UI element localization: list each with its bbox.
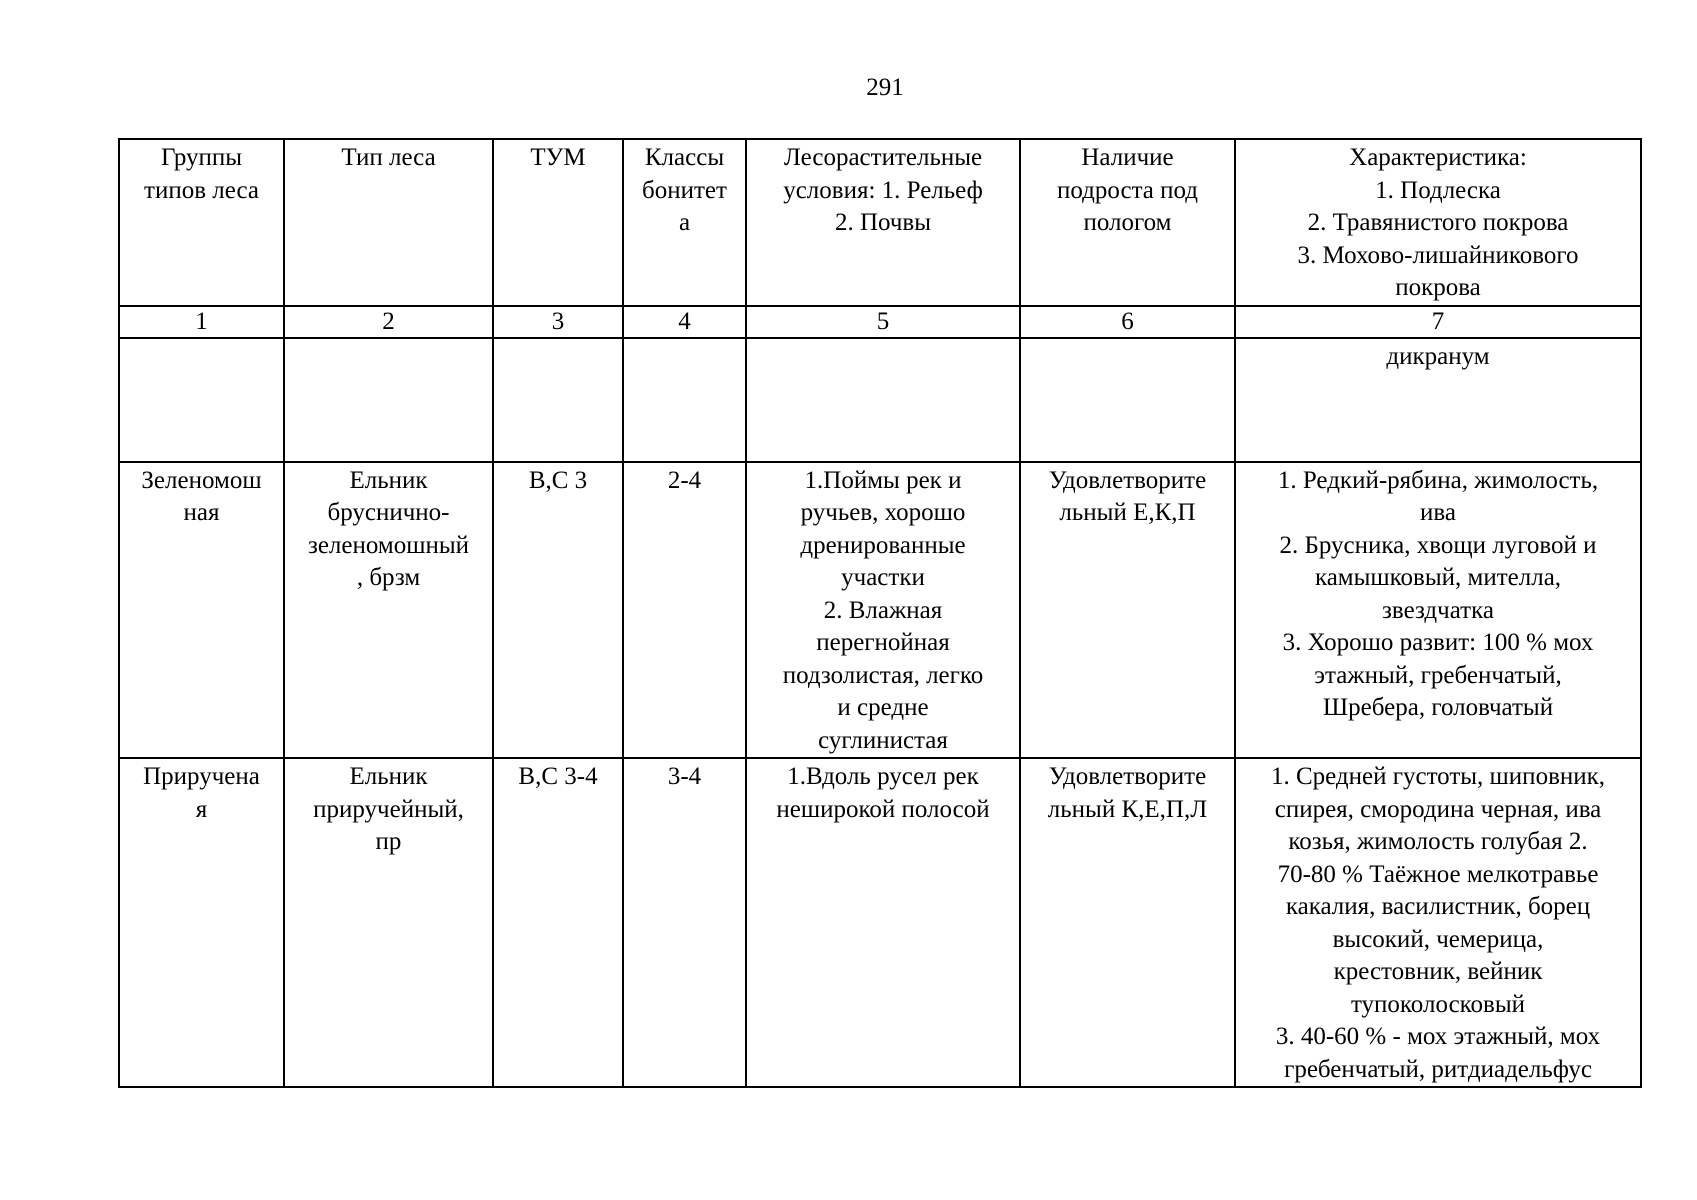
cell-text-line: какалия, василистник, борец: [1285, 893, 1591, 920]
cell-text-line: льный Е,К,П: [1059, 499, 1196, 526]
forest-type-cell: [284, 758, 493, 1087]
page-number: 291: [866, 74, 904, 101]
undergrowth-cell: [1020, 462, 1235, 759]
cell-text-line: пологом: [1083, 209, 1172, 236]
tum-cell: [493, 462, 623, 759]
cell-text-line: Ельник: [349, 763, 428, 790]
cell-text-line: льный К,Е,П,Л: [1047, 795, 1208, 823]
cell-text-line: типов леса: [144, 176, 259, 204]
continuation-row: [119, 338, 1641, 462]
cell-text-line: , брзм: [356, 564, 421, 591]
cell-text-line: 1. Подлеска: [1375, 176, 1501, 204]
cell-text-line: крестовник, вейник: [1333, 958, 1543, 985]
cell-text-line: спирея, смородина черная, ива: [1274, 795, 1602, 823]
column-number: 3: [493, 306, 623, 338]
cell-text-line: дренированные: [800, 531, 966, 559]
characteristics-cell: [1235, 758, 1641, 1087]
cell-text-line: 2. Травянистого покрова: [1307, 209, 1569, 236]
cell-text-line: суглинистая: [818, 726, 948, 754]
header-cell: [284, 139, 493, 306]
cell-text-line: 3. Хорошо развит: 100 % мох: [1282, 629, 1594, 656]
cell-text-line: и средне: [837, 694, 929, 721]
table-header-row: [119, 139, 1641, 306]
cell-text-line: 3. 40-60 % - мох этажный, мох: [1275, 1023, 1601, 1050]
column-number: 5: [746, 306, 1020, 338]
cell-text-line: Классы: [644, 144, 725, 171]
tum-cell: [493, 758, 623, 1087]
cell-text-line: 70-80 % Таёжное мелкотравье: [1277, 860, 1599, 888]
table-cell: [623, 338, 746, 462]
cell-text-line: тупоколосковый: [1350, 990, 1526, 1018]
cell-text-line: ная: [183, 499, 220, 526]
table-cell: [493, 338, 623, 462]
table-row: [119, 462, 1641, 759]
cell-text-line: Удовлетворите: [1048, 466, 1207, 494]
group-cell: [119, 758, 284, 1087]
header-cell: [623, 139, 746, 306]
cell-text-line: ручьев, хорошо: [800, 499, 966, 526]
header-cell: [119, 139, 284, 306]
column-numbers-row: [119, 306, 1641, 338]
cell-text-line: ива: [1420, 499, 1456, 526]
group-cell: [119, 462, 284, 759]
cell-text-line: звездчатка: [1382, 596, 1494, 624]
cell-text-line: зеленомошный: [307, 531, 470, 559]
forest-types-table: [118, 138, 1642, 1088]
cell-text-line: 3-4: [667, 763, 702, 790]
cell-text-line: гребенчатый, ритдиадельфус: [1284, 1055, 1592, 1083]
cell-text-line: козья, жимолость голубая 2.: [1288, 828, 1588, 855]
table-cell: дикранум: [1235, 338, 1641, 462]
column-number: 6: [1020, 306, 1235, 338]
cell-text-line: Лесорастительные: [783, 144, 983, 171]
cell-text-line: бонитет: [642, 176, 727, 204]
column-number: 1: [119, 306, 284, 338]
cell-text-line: камышковый, мителла,: [1314, 564, 1562, 591]
table-row: [119, 758, 1641, 1087]
bonitet-cell: [623, 758, 746, 1087]
table-cell: [119, 338, 284, 462]
cell-text-line: Характеристика:: [1349, 144, 1527, 171]
column-number: 7: [1235, 306, 1641, 338]
cell-text-line: 2-4: [667, 466, 702, 494]
table-cell: [746, 338, 1020, 462]
undergrowth-cell: [1020, 758, 1235, 1087]
cell-text-line: Шребера, головчатый: [1322, 694, 1554, 721]
cell-text-line: подроста под: [1056, 176, 1199, 204]
bonitet-cell: [623, 462, 746, 759]
cell-text-line: высокий, чемерица,: [1332, 925, 1544, 953]
conditions-cell: [746, 758, 1020, 1087]
cell-text-line: 3. Мохово-лишайникового: [1297, 241, 1579, 269]
cell-text-line: ТУМ: [530, 144, 586, 171]
cell-text-line: 2. Почвы: [834, 209, 932, 236]
cell-text-line: В,С 3: [528, 466, 588, 494]
cell-text-line: Тип леса: [341, 144, 436, 171]
cell-text-line: 2. Влажная: [823, 596, 943, 624]
forest-type-cell: [284, 462, 493, 759]
table-cell: [284, 338, 493, 462]
header-cell: [746, 139, 1020, 306]
cell-text-line: бруснично-: [327, 499, 450, 526]
conditions-cell: [746, 462, 1020, 759]
cell-text-line: В,С 3-4: [518, 763, 598, 790]
cell-text-line: я: [195, 795, 208, 823]
cell-text-line: приручейный,: [313, 795, 464, 823]
cell-text-line: Приручена: [143, 763, 260, 790]
column-number: 4: [623, 306, 746, 338]
cell-text-line: 1. Средней густоты, шиповник,: [1270, 763, 1606, 790]
cell-text-line: перегнойная: [816, 629, 950, 656]
cell-text-line: пр: [375, 828, 402, 855]
header-cell: [493, 139, 623, 306]
cell-text-line: Наличие: [1081, 144, 1174, 171]
characteristics-cell: [1235, 462, 1641, 759]
cell-text-line: неширокой полосой: [776, 795, 990, 823]
cell-text-line: Удовлетворите: [1048, 763, 1207, 790]
column-number: 2: [284, 306, 493, 338]
cell-text-line: покрова: [1395, 274, 1481, 301]
cell-text-line: 1.Поймы рек и: [804, 466, 962, 494]
cell-text-line: 1.Вдоль русел рек: [787, 763, 979, 790]
cell-text-line: Зеленомош: [141, 466, 262, 494]
header-cell: [1020, 139, 1235, 306]
cell-text-line: условия: 1. Рельеф: [783, 176, 983, 204]
header-cell: [1235, 139, 1641, 306]
table-cell: [1020, 338, 1235, 462]
cell-text-line: Группы: [160, 144, 243, 171]
cell-text-line: подзолистая, легко: [782, 661, 984, 689]
cell-text-line: этажный, гребенчатый,: [1314, 661, 1562, 689]
cell-text-line: 2. Брусника, хвощи луговой и: [1279, 531, 1597, 559]
cell-text-line: Ельник: [349, 466, 428, 494]
cell-text-line: участки: [841, 564, 925, 591]
cell-text-line: 1. Редкий-рябина, жимолость,: [1277, 466, 1599, 494]
cell-text-line: а: [678, 209, 691, 236]
